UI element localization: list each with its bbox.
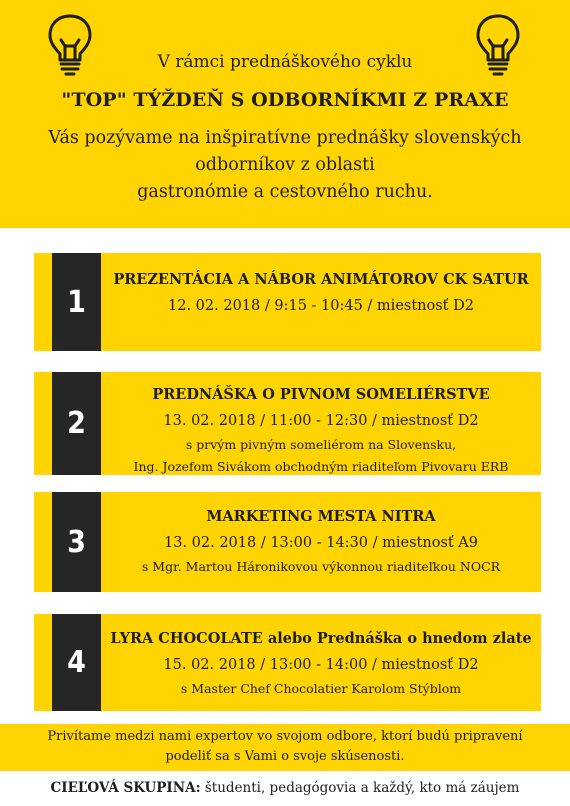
event-title: MARKETING MESTA NITRA xyxy=(206,508,436,525)
event-title: PREZENTÁCIA A NÁBOR ANIMÁTOROV CK SATUR xyxy=(113,271,529,288)
event-number: 4 xyxy=(52,614,101,711)
event-details: 12. 02. 2018 / 9:15 - 10:45 / miestnosť D2 xyxy=(168,298,474,314)
event-card-3 xyxy=(34,492,541,592)
event-card-1 xyxy=(34,253,541,351)
event-speaker: s prvým pivným someliérom na Slovensku, xyxy=(185,437,457,452)
target-group-text: študenti, pedagógovia a každý, kto má záujem xyxy=(204,780,520,796)
event-number: 2 xyxy=(52,372,101,475)
target-group xyxy=(0,780,570,796)
event-speaker: s Mgr. Martou Háronikovou výkonnou riaditeľkou NOCR xyxy=(141,559,501,574)
invitation-line: gastronómie a cestovného ruchu. xyxy=(137,182,433,202)
event-number: 3 xyxy=(52,492,101,592)
event-title: LYRA CHOCOLATE alebo Prednáška o hnedom zlate xyxy=(110,630,532,647)
invitation-line: Vás pozývame na inšpiratívne prednášky slovenských xyxy=(48,128,522,148)
event-details: 15. 02. 2018 / 13:00 - 14:00 / miestnosť D2 xyxy=(163,657,479,673)
header-banner xyxy=(0,0,570,228)
footer-banner xyxy=(0,724,570,771)
event-speaker: s Master Chef Chocolatier Karolom Stýblom xyxy=(180,681,462,696)
footer-line: podeliť sa s Vami o svoje skúsenosti. xyxy=(165,749,405,764)
event-card-2 xyxy=(34,372,541,475)
event-details: 13. 02. 2018 / 11:00 - 12:30 / miestnosť D2 xyxy=(163,413,479,429)
event-title: PREDNÁŠKA O PIVNOM SOMELIÉRSTVE xyxy=(152,386,490,403)
event-speaker: Ing. Jozefom Sivákom obchodným riaditeľom Pivovaru ERB xyxy=(133,459,509,474)
intro-line: V rámci prednáškového cyklu xyxy=(157,52,413,72)
event-card-4 xyxy=(34,614,541,711)
event-number: 1 xyxy=(52,253,101,351)
page-title: "TOP" TÝŽDEŇ S ODBORNÍKMI Z PRAXE xyxy=(61,89,509,111)
invitation-text xyxy=(0,125,570,206)
target-group-label: CIEĽOVÁ SKUPINA: xyxy=(50,780,201,796)
footer-line: Privítame medzi nami expertov vo svojom odbore, ktorí budú pripravení xyxy=(47,729,523,744)
event-details: 13. 02. 2018 / 13:00 - 14:30 / miestnosť A9 xyxy=(163,535,478,551)
invitation-line: odborníkov z oblasti xyxy=(195,155,375,175)
